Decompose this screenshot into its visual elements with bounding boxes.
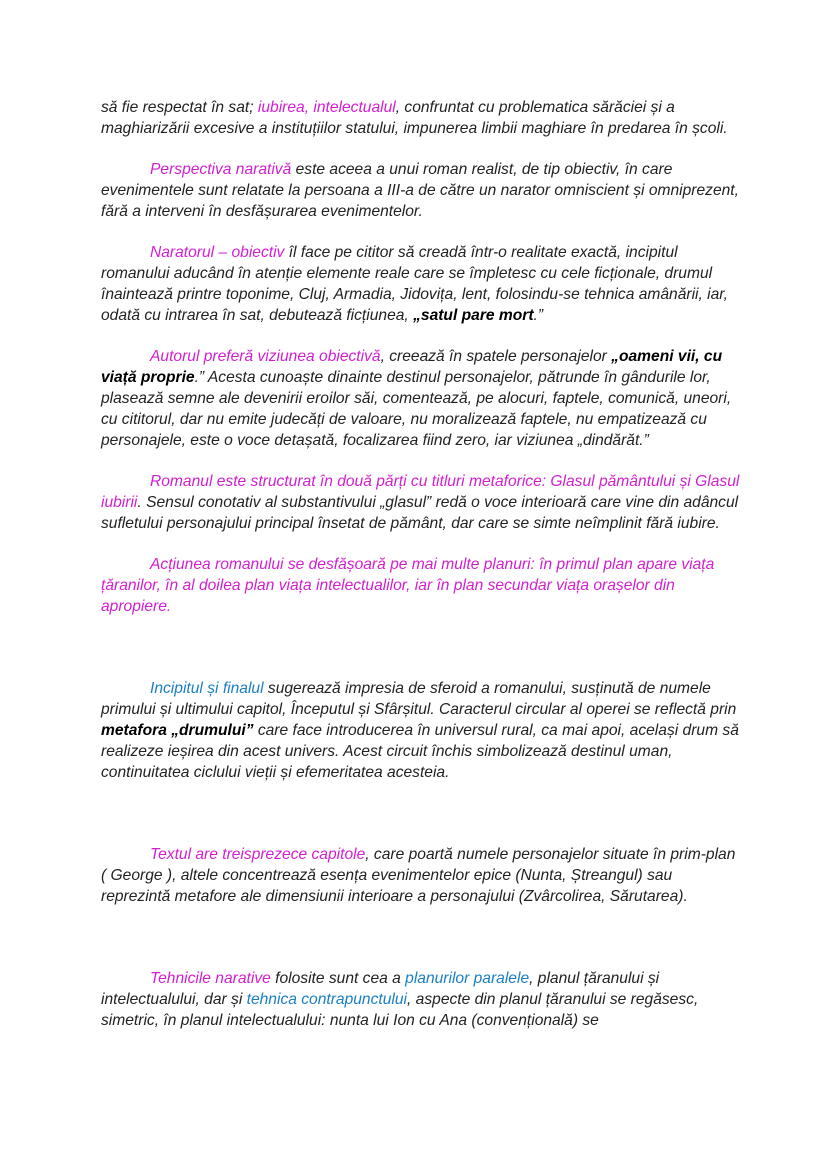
bold-quote: „satul pare mort xyxy=(413,307,534,324)
document-page xyxy=(101,97,741,1031)
paragraph-capitole xyxy=(101,844,741,907)
text: îl face pe cititor să creadă într-o realitate exactă, incipitul romanului aducând în atenție elemente reale care se împletesc cu cele ficționale, drumul înaintează printre toponime, Cluj, Armadia, Jidovița, lent, folosindu-se tehnica amânării, iar, odată cu intrarea în sat, debutează ficțiunea, xyxy=(101,244,728,324)
text: folosite sunt cea a xyxy=(270,970,406,987)
highlight-blue: și finalul xyxy=(207,680,264,697)
text: sugerează impresia de sferoid a romanului, susținută de numele primului și ultimului capitol, Începutul și Sfârșitul. Caracterul circular al operei se reflectă prin xyxy=(101,680,737,718)
highlight-blue: Incipitul xyxy=(150,680,203,697)
paragraph-perspectiva-narativa xyxy=(101,159,741,222)
paragraph-structura-romanului xyxy=(101,471,741,534)
bold-quote: „oameni vii, cu viață proprie xyxy=(101,348,723,386)
text: .” xyxy=(533,307,544,324)
paragraph-intro-continuation xyxy=(101,97,741,139)
highlight-magenta: Romanul este structurat în două părți cu titluri metaforice: Glasul pământului și Glasul iubirii xyxy=(101,473,740,511)
paragraph-autorul-prefera xyxy=(101,346,741,451)
paragraph-tehnici-narative xyxy=(101,968,741,1031)
highlight-magenta: iubirea, intelectualul xyxy=(257,99,396,116)
highlight-magenta: Acțiunea romanului se desfășoară pe mai multe planuri: în primul plan apare viața țăranilor, în al doilea plan viața intelectualilor, iar în plan secundar viața orașelor din apropiere. xyxy=(101,556,715,615)
text: , aspecte din planul țăranului se regăsesc, simetric, în planul intelectualului: nunta lui Ion cu Ana (convențională) se xyxy=(101,991,699,1029)
text: , creează în spatele personajelor xyxy=(380,348,612,365)
paragraph-actiunea-romanului xyxy=(101,554,741,617)
text: care face introducerea în universul rural, ca mai apoi, același drum să realizeze ieșirea din acest univers. Acest circuit închis simbolizează destinul uman, continuitatea ciclului vieții și efemeritatea acesteia. xyxy=(101,722,739,781)
paragraph-naratorul-obiectiv xyxy=(101,242,741,326)
highlight-magenta: Autorul preferă viziunea obiectivă xyxy=(150,348,381,365)
highlight-magenta: Tehnicile narative xyxy=(150,970,271,987)
highlight-magenta: Naratorul – obiectiv xyxy=(150,244,285,261)
text: , confruntat cu problematica sărăciei și a maghiarizării excesive a instituțiilor statului, impunerea limbii maghiare în predarea în școli. xyxy=(101,99,728,137)
paragraph-incipitul-finalul xyxy=(101,678,741,783)
text: este aceea a unui roman realist, de tip obiectiv, în care evenimentele sunt relatate la persoana a III-a de către un narator omniscient și omniprezent, fără a interveni în desfășurarea evenimentelor. xyxy=(101,161,739,220)
highlight-blue: planurilor paralele xyxy=(405,970,530,987)
text: să fie respectat în sat; xyxy=(101,99,258,116)
bold-metafora: metafora „drumului” xyxy=(101,722,254,739)
text: , planul țăranului și intelectualului, dar și xyxy=(101,970,660,1008)
text: . Sensul conotativ al substantivului „glasul” redă o voce interioară care vine din adâncul sufletului personajului principal însetat de pământ, dar care se simte neîmplinit fără iubire. xyxy=(101,494,739,532)
highlight-blue: tehnica contrapunctului xyxy=(246,991,408,1008)
highlight-magenta: Textul are treisprezece capitole xyxy=(150,846,366,863)
text: , care poartă numele personajelor situate în prim-plan ( George ), altele concentrează esența evenimentelor epice (Nunta, Ștreangul) sau reprezintă metafore ale dimensiunii interioare a personajului (Zvârcolirea, Sărutarea). xyxy=(101,846,736,905)
highlight-magenta: Perspectiva narativă xyxy=(150,161,292,178)
text: .” Acesta cunoaște dinainte destinul personajelor, pătrunde în gândurile lor, plasează semne ale devenirii eroilor săi, comentează, pe alocuri, faptele, comunică, uneori, cu cititorul, dar nu emite judecăți de valoare, nu moralizează faptele, nu empatizează cu personajele, este o voce detașată, focalizarea fiind zero, iar viziunea „dindărăt.” xyxy=(101,369,732,449)
